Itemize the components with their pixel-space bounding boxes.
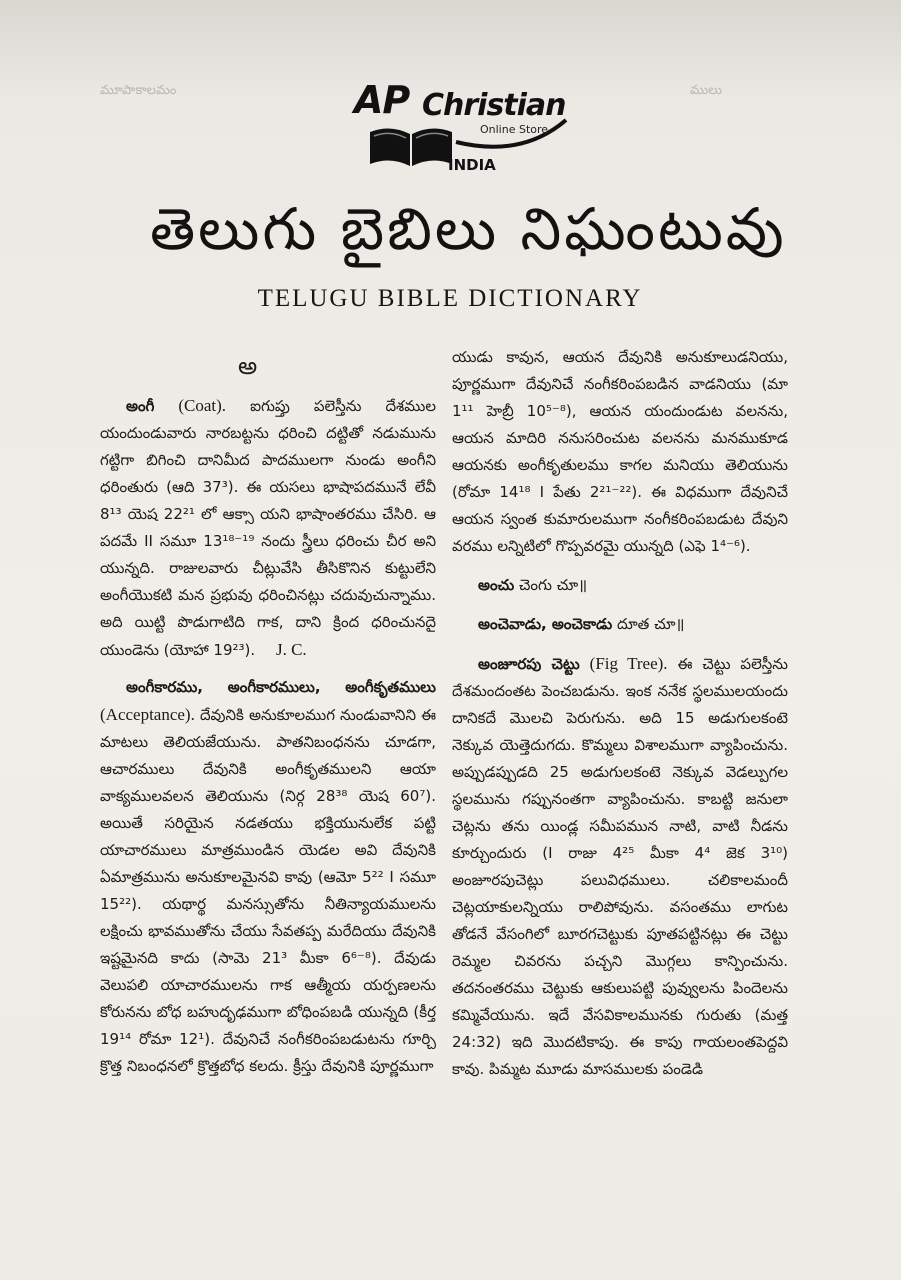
entry-body: ఈ చెట్టు పలెస్తీను దేశమందంతట పెంచబడును. ఇంక ననేక స్థలములయందు దానికదే మొలచి పెరుగును. అది 15 అడుగులకంటె నెక్కువ యెత్తెదుగదు. కొమ్మలు విశాలముగా వ్యాపించును. అప్పుడప్పుడది 25 అడుగులకంటె నెక్కువ వెడల్పుగల స్థలమును గప్పునంతగా వ్యాపించును. కాబట్టి జనులా చెట్లను తను యిండ్ల సమీపమున నాటి, వాటి నీడను కూర్చుందురు (I రాజు 4²⁵ మీకా 4⁴ జెక 3¹⁰) అంజూరపుచెట్లు పలువిధములు. చలికాలమందీ చెట్లయాకులన్నియు రాలిపోవును. వసంతము లాగుట తోడనే వేసంగిలో బూరగచెట్టుకు పూతపట్టినట్లు ఈ చెట్టు రెమ్మల చివరను పచ్చని మొగ్గలు కాన్పించును. తదనంతరము చెట్టుకు ఆకులుపట్టి పువ్వులను పిందెలను కమ్మివేయును. ఇదే వేసవికాలమునకు గురుతు (మత్త 24:32) ఇది మొదటికాపు. ఈ కాపు గాయలంతపెద్దవి కావు. పిమ్మట మూడు మాసములకు పండెడి	[452, 655, 788, 1078]
entry-body: చెంగు చూ॥	[518, 576, 588, 594]
entry-headword: అంజూరపు చెట్టు	[478, 655, 580, 673]
logo-subtitle: Online Store	[480, 123, 549, 136]
right-column	[452, 344, 788, 1204]
dictionary-entry	[100, 674, 436, 1080]
entry-headword: అంగీకారము, అంగీకారములు, అంగీకృతములు	[126, 678, 436, 696]
entry-english: (Coat).	[178, 396, 227, 415]
logo-india-text: INDIA	[448, 156, 496, 174]
entry-headword: అంచు	[478, 576, 515, 594]
left-column	[100, 392, 436, 1222]
bleed-through-text-left: మూపాకాలమం	[100, 83, 177, 98]
entry-english: (Acceptance).	[100, 705, 195, 724]
entry-headword: అంగీ	[126, 397, 155, 415]
entry-signature: J. C.	[275, 640, 307, 659]
telugu-title: తెలుగు బైబిలు నిఘంటువు	[150, 195, 787, 263]
english-title: TELUGU BIBLE DICTIONARY	[257, 285, 643, 312]
entry-body: ఐగుప్తు పలెస్తీను దేశముల యందుండువారు నారబట్టను ధరించి దట్టితో నడుమును గట్టిగా బిగించి దానిమీద పాదములగా నుండు అంగీని ధరింతురు (ఆది 37³). ఈ యసలు భాషాపదమునే లేవీ 8¹³ యెష 22²¹ లో ఆక్సా యని భాషాంతరము చేసిరి. ఆ పదమే II సమూ 13¹⁸⁻¹⁹ నందు స్త్రీలు ధరించు చీర అని యున్నది. రాజులవారు చీట్లువేసి తీసికొనిన కుట్టులేని అంగీయొకటి మన ప్రభువు ధరించినట్లు చదువుచున్నాము. అది యిట్టి పొడుగాటిది గాక, దాని క్రింద ధరించునదై యుండెను (యోహా 19²³).	[100, 397, 436, 659]
bleed-through-text-right: ములు	[690, 83, 722, 98]
dictionary-entry	[100, 392, 436, 664]
open-book-icon	[366, 122, 456, 168]
section-letter: అ	[238, 352, 258, 380]
ap-christian-logo	[352, 78, 572, 178]
dictionary-entry	[452, 572, 788, 599]
entry-body: దూత చూ॥	[617, 615, 685, 633]
logo-ap-text: AP	[354, 78, 410, 122]
entry-headword: అంచెవాడు, అంచెకాడు	[478, 615, 613, 633]
dictionary-entry-continued	[452, 344, 788, 560]
dictionary-entry	[452, 650, 788, 1083]
logo-christian-text: Christian	[422, 88, 566, 123]
entry-body: దేవునికి అనుకూలముగ నుండువానిని ఈ మాటలు తెలియజేయును. పాతనిబంధనను చూడగా, ఆచారములు దేవునికి అంగీకృతములని ఆయా వాక్యములవలన తెలియును (నిర్గ 28³⁸ యెష 60⁷). అయితే సరియైన నడతయు భక్తియునులేక పట్టి యాచారములు మాత్రముండిన యెడల అవి దేవునికి ఏమాత్రమును అనుకూలమైనవి కావు (ఆమో 5²² I సమూ 15²²). యథార్థ మనస్సుతోను నీతిన్యాయములను లక్షించు భావముతోను చేయు సేవతప్ప మరేదియు దేవునికి ఇష్టమైనది కాదు (సామె 21³ మీకా 6⁶⁻⁸). దేవుడు వెలుపలి యాచారములను గాక ఆత్మీయ యర్పణలను కోరునను బోధ బహుదృఢముగా బోధింపబడి యున్నది (కీర్త 19¹⁴ రోమా 12¹). దేవునిచే నంగీకరింపబడుటను గూర్చి క్రొత్త నిబంధనలో క్రొత్తబోధ కలదు. క్రీస్తు దేవునికి పూర్ణముగా	[100, 706, 436, 1075]
dictionary-entry	[452, 611, 788, 638]
entry-body: యుడు కావున, ఆయన దేవునికి అనుకూలుడనియు, పూర్ణముగా దేవునిచే నంగీకరింపబడిన వాడనియు (మా 1¹¹ హెబ్రీ 10⁵⁻⁸), ఆయన యందుండుట వలనను, ఆయన మాదిరి ననుసరించుట వలనను మనముకూడ ఆయనకు అంగీకృతులము కాగల మనియు తెలియును (రోమా 14¹⁸ I పేతు 2²¹⁻²²). ఈ విధముగా దేవునిచే ఆయన స్వంత కుమారులముగా నంగీకరింపబడుట దేవుని వరము లన్నిటిలో గొప్పవరమై యున్నది (ఎఫె 1⁴⁻⁶).	[452, 348, 788, 555]
entry-english: (Fig Tree).	[589, 654, 668, 673]
